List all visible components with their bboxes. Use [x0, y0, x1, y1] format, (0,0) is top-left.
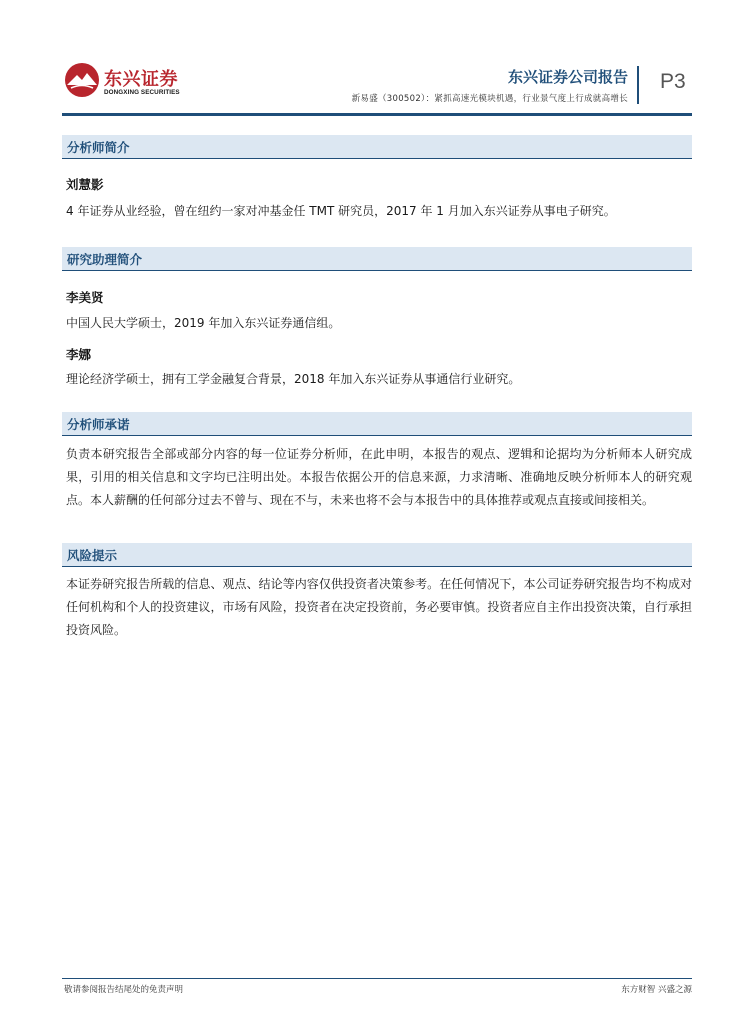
footer-slogan: 东方财智 兴盛之源: [621, 985, 692, 995]
analyst-name: 刘慧影: [66, 177, 104, 192]
report-subtitle: 新易盛（300502）：紧抓高速光模块机遇，行业景气度上行成就高增长: [351, 94, 628, 104]
logo-english-text: DONGXING SECURITIES: [104, 89, 180, 96]
section-heading-assistants: [62, 247, 692, 271]
analyst-bio: 4 年证券从业经验，曾在纽约一家对冲基金任 TMT 研究员，2017 年 1 月加入东兴证券从事电子研究。: [66, 204, 616, 218]
risk-text: 本证券研究报告所载的信息、观点、结论等内容仅供投资者决策参考。在任何情况下，本公司证券研究报告均不构成对任何机构和个人的投资建议，市场有风险，投资者在决定投资前，务必要审慎。投资者应自主作出投资决策，自行承担投资风险。: [66, 577, 692, 637]
section-heading-label: 分析师简介: [67, 140, 130, 155]
section-heading-commitment: [62, 412, 692, 436]
logo-mark-icon: [64, 62, 100, 98]
header-divider: [637, 66, 639, 104]
header-rule: [62, 113, 692, 116]
assistant-bio: 中国人民大学硕士，2019 年加入东兴证券通信组。: [66, 316, 341, 330]
footer-rule: [62, 978, 692, 979]
footer-disclaimer-note: 敬请参阅报告结尾处的免责声明: [64, 985, 184, 995]
page-number: P3: [660, 70, 686, 93]
section-heading-label: 风险提示: [67, 548, 118, 563]
commitment-text: 负责本研究报告全部或部分内容的每一位证券分析师，在此申明，本报告的观点、逻辑和论据均为分析师本人研究成果，引用的相关信息和文字均已注明出处。本报告依据公开的信息来源，力求清晰、准确地反映分析师本人的研究观点。本人薪酬的任何部分过去不曾与、现在不与，未来也将不会与本报告中的具体推荐或观点直接或间接相关。: [66, 447, 692, 507]
section-heading-analyst: [62, 135, 692, 159]
logo-text: 东兴证券: [104, 69, 178, 90]
section-heading-label: 分析师承诺: [67, 417, 130, 432]
section-heading-risk: [62, 543, 692, 567]
company-logo: [64, 62, 184, 104]
assistant-bio: 理论经济学硕士，拥有工学金融复合背景，2018 年加入东兴证券从事通信行业研究。: [66, 372, 521, 386]
section-heading-label: 研究助理简介: [67, 252, 143, 267]
assistant-name: 李娜: [66, 347, 92, 362]
assistant-name: 李美贤: [66, 290, 104, 305]
report-title: 东兴证券公司报告: [507, 68, 628, 86]
